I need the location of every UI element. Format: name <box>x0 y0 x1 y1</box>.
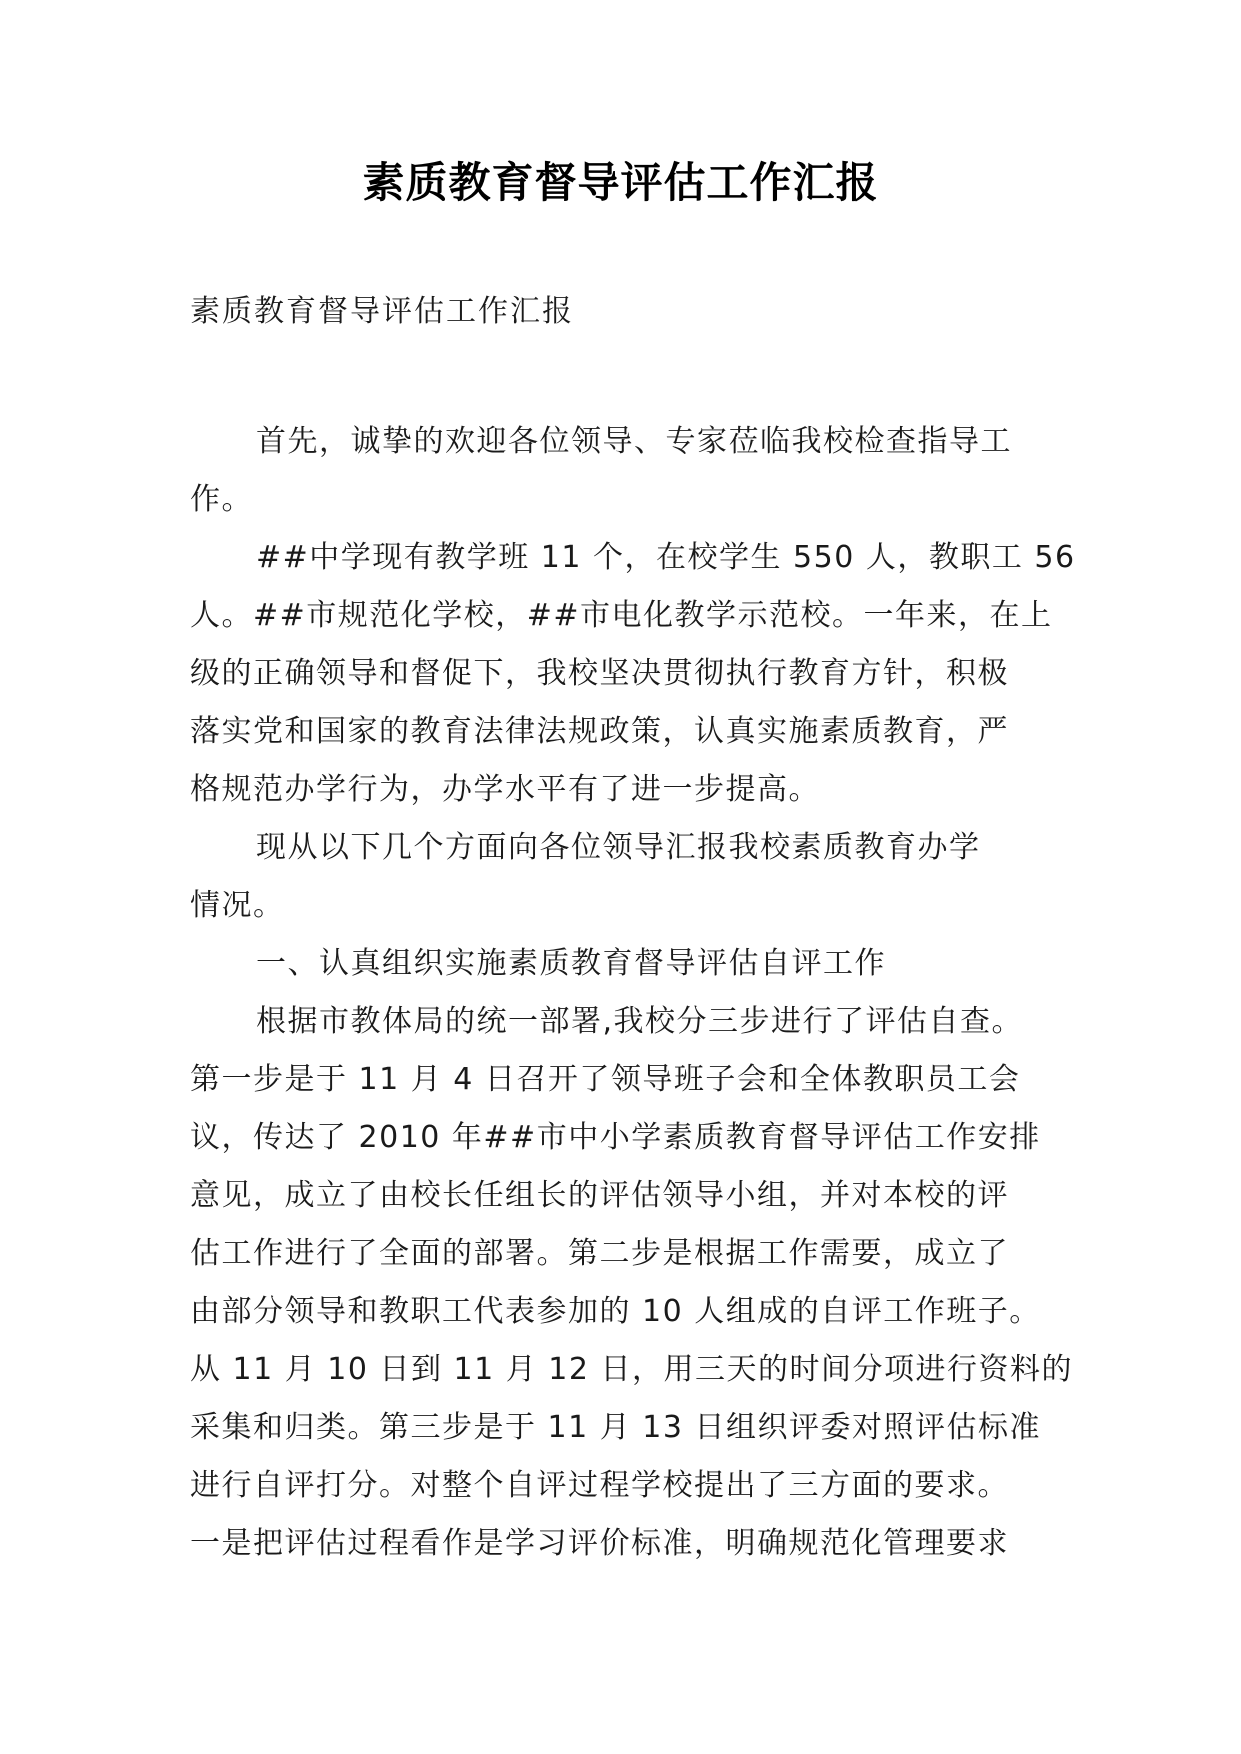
text-line: 级的正确领导和督促下，我校坚决贯彻执行教育方针，积极 <box>190 656 1009 691</box>
text-line: 采集和归类。第三步是于 11 月 13 日组织评委对照评估标准 <box>190 1410 1041 1445</box>
text-line: 估工作进行了全面的部署。第二步是根据工作需要，成立了 <box>190 1236 1009 1271</box>
document-subtitle: 素质教育督导评估工作汇报 <box>190 294 574 329</box>
text-line: 现从以下几个方面向各位领导汇报我校素质教育办学 <box>256 830 981 865</box>
text-line: 一是把评估过程看作是学习评价标准，明确规范化管理要求 <box>190 1526 1009 1561</box>
text-line: 落实党和国家的教育法律法规政策，认真实施素质教育，严 <box>190 714 1009 749</box>
section-heading: 一、认真组织实施素质教育督导评估自评工作 <box>256 946 886 981</box>
text-line: 首先，诚挚的欢迎各位领导、专家莅临我校检查指导工 <box>256 424 1012 459</box>
text-line: 人。##市规范化学校，##市电化教学示范校。一年来，在上 <box>190 598 1053 633</box>
document-body <box>190 413 1076 1573</box>
text-line: 第一步是于 11 月 4 日召开了领导班子会和全体教职员工会 <box>190 1062 1021 1097</box>
text-line: 根据市教体局的统一部署,我校分三步进行了评估自查。 <box>256 1004 1024 1039</box>
text-line: ##中学现有教学班 11 个，在校学生 550 人，教职工 56 <box>256 540 1076 575</box>
text-line: 格规范办学行为，办学水平有了进一步提高。 <box>190 772 820 807</box>
text-line: 从 11 月 10 日到 11 月 12 日，用三天的时间分项进行资料的 <box>190 1352 1073 1387</box>
text-line: 议，传达了 2010 年##市中小学素质教育督导评估工作安排 <box>190 1120 1041 1155</box>
text-line: 作。 <box>190 482 253 517</box>
text-line: 由部分领导和教职工代表参加的 10 人组成的自评工作班子。 <box>190 1294 1041 1329</box>
text-line: 进行自评打分。对整个自评过程学校提出了三方面的要求。 <box>190 1468 1009 1503</box>
text-line: 情况。 <box>190 888 285 923</box>
text-line: 意见，成立了由校长任组长的评估领导小组，并对本校的评 <box>190 1178 1009 1213</box>
document-title: 素质教育督导评估工作汇报 <box>362 158 879 207</box>
